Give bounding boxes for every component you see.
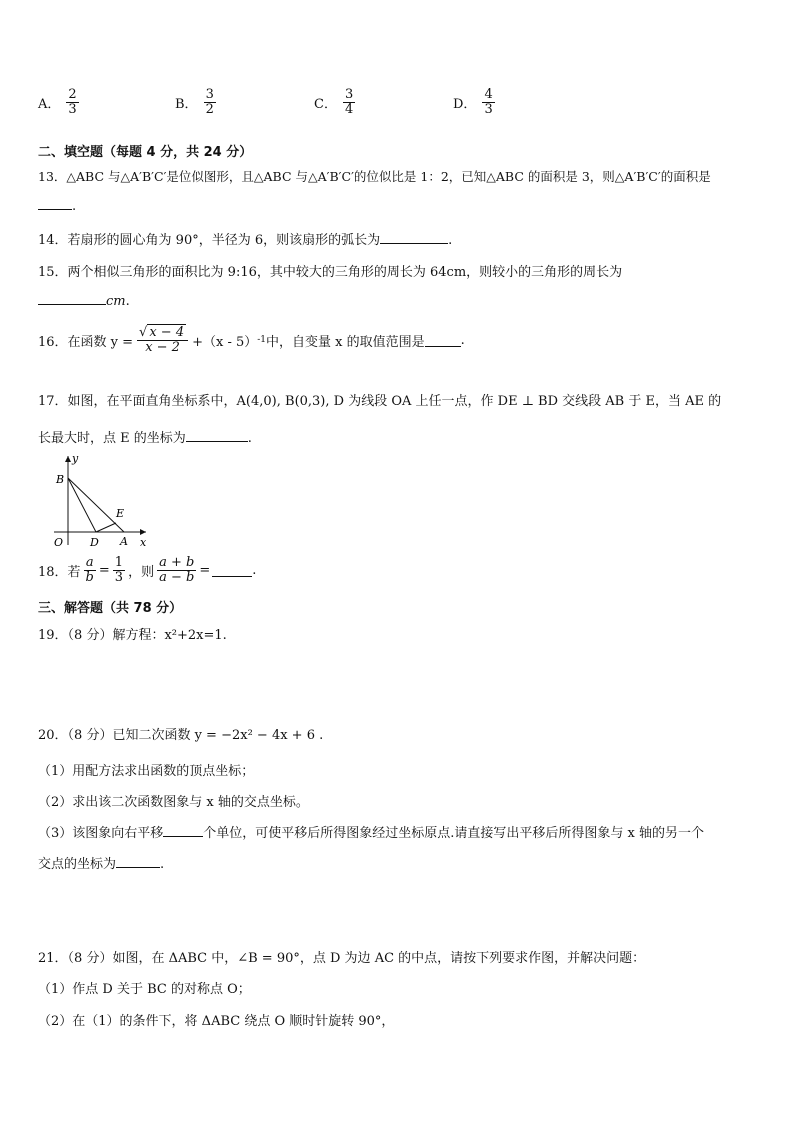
answer-blank xyxy=(163,824,203,837)
question-21-head: 21．（8 分）如图，在 ΔABC 中，∠B = 90°，点 D 为边 AC 的中点，请按下列要求作图，并解决问题： xyxy=(38,951,646,966)
y-axis-arrow xyxy=(65,456,71,462)
option-b: B． $\frac{3}{2}$ xyxy=(175,87,214,117)
label-y: y xyxy=(72,452,79,465)
segment-bd xyxy=(68,478,96,532)
question-14: 14．若扇形的圆心角为 90°，半径为 6，则该扇形的弧长为 . xyxy=(38,233,453,248)
question-15-line1: 15．两个相似三角形的面积比为 9:16，其中较大的三角形的周长为 64cm，则较小的三角形的周长为 xyxy=(38,265,623,280)
label-b: B xyxy=(56,473,65,486)
label-a: A xyxy=(120,535,128,548)
label-x: x xyxy=(140,536,147,549)
label-d: D xyxy=(90,536,99,549)
x-axis-arrow xyxy=(140,529,146,535)
answer-blank xyxy=(186,429,248,442)
question-20-part2: （2）求出该二次函数图象与 x 轴的交点坐标。 xyxy=(38,795,309,810)
answer-blank xyxy=(212,564,252,577)
question-17-line1: 17．如图，在平面直角坐标系中，A(4,0), B(0,3), D 为线段 OA 上任一点，作 DE ⊥ BD 交线段 AB 于 E，当 AE 的 xyxy=(38,394,722,409)
figure-17-triangle xyxy=(46,450,156,550)
question-20-part1: （1）用配方法求出函数的顶点坐标； xyxy=(38,764,255,779)
question-20-part3-line2: 交点的坐标为 . xyxy=(38,857,165,872)
segment-de xyxy=(96,523,116,532)
question-20-part3-line1: （3）该图象向右平移 个单位，可使平移后所得图象经过坐标原点.请直接写出平移后所得图象与 x 轴的另一个 xyxy=(38,826,705,841)
answer-blank xyxy=(380,231,448,244)
option-a: A． $\frac{2}{3}$ xyxy=(38,87,77,117)
option-d: D． $\frac{4}{3}$ xyxy=(453,87,493,117)
answer-blank xyxy=(38,197,72,210)
option-b-fraction: $\frac{3}{2}$ xyxy=(205,87,214,117)
option-c-fraction: $\frac{3}{4}$ xyxy=(344,87,354,117)
question-19: 19．（8 分）解方程：x²+2x=1. xyxy=(38,628,227,643)
label-e: E xyxy=(116,507,125,520)
question-18: 18．若 $\frac{a}{b}$ = $\frac{1}{3}$ ，则 $\frac{a + b}{a - b}$ = . xyxy=(38,555,257,585)
option-c: C． $\frac{3}{4}$ xyxy=(314,87,354,117)
answer-blank xyxy=(425,334,461,347)
question-13-line2: . xyxy=(38,197,76,214)
question-16: 16．在函数 y = $\frac{√ x - 4}{x - 2}$ +（x - 5） -1 中，自变量 x 的取值范围是 . xyxy=(38,325,465,355)
section-2-heading: 二、填空题（每题 4 分，共 24 分） xyxy=(38,145,253,160)
q16-fraction: $\frac{√ x - 4}{x - 2}$ xyxy=(137,326,188,354)
question-13-line1: 13．△ABC 与△A′B′C′是位似图形，且△ABC 与△A′B′C′的位似比是 1：2，已知△ABC 的面积是 3，则△A′B′C′的面积是 xyxy=(38,169,711,184)
answer-blank xyxy=(116,855,160,868)
question-21-part2: （2）在（1）的条件下，将 ΔABC 绕点 O 顺时针旋转 90°， xyxy=(38,1014,395,1029)
question-21-part1: （1）作点 D 关于 BC 的对称点 O； xyxy=(38,982,251,997)
question-15-line2: cm. xyxy=(38,292,130,309)
q18-fraction-expr: $\frac{a + b}{a - b}$ xyxy=(159,555,195,585)
option-d-fraction: $\frac{4}{3}$ xyxy=(484,87,493,117)
section-3-heading: 三、解答题（共 78 分） xyxy=(38,601,183,616)
answer-blank xyxy=(38,292,106,305)
question-20-head: 20．（8 分）已知二次函数 y = −2x² − 4x + 6 . xyxy=(38,728,324,743)
q18-fraction-third: $\frac{1}{3}$ xyxy=(114,555,124,585)
segment-ab xyxy=(68,478,124,532)
q18-fraction-ab: $\frac{a}{b}$ xyxy=(85,555,94,585)
question-17-line2: 长最大时，点 E 的坐标为 . xyxy=(38,431,252,446)
label-o: O xyxy=(54,536,64,549)
option-a-fraction: $\frac{2}{3}$ xyxy=(68,87,77,117)
